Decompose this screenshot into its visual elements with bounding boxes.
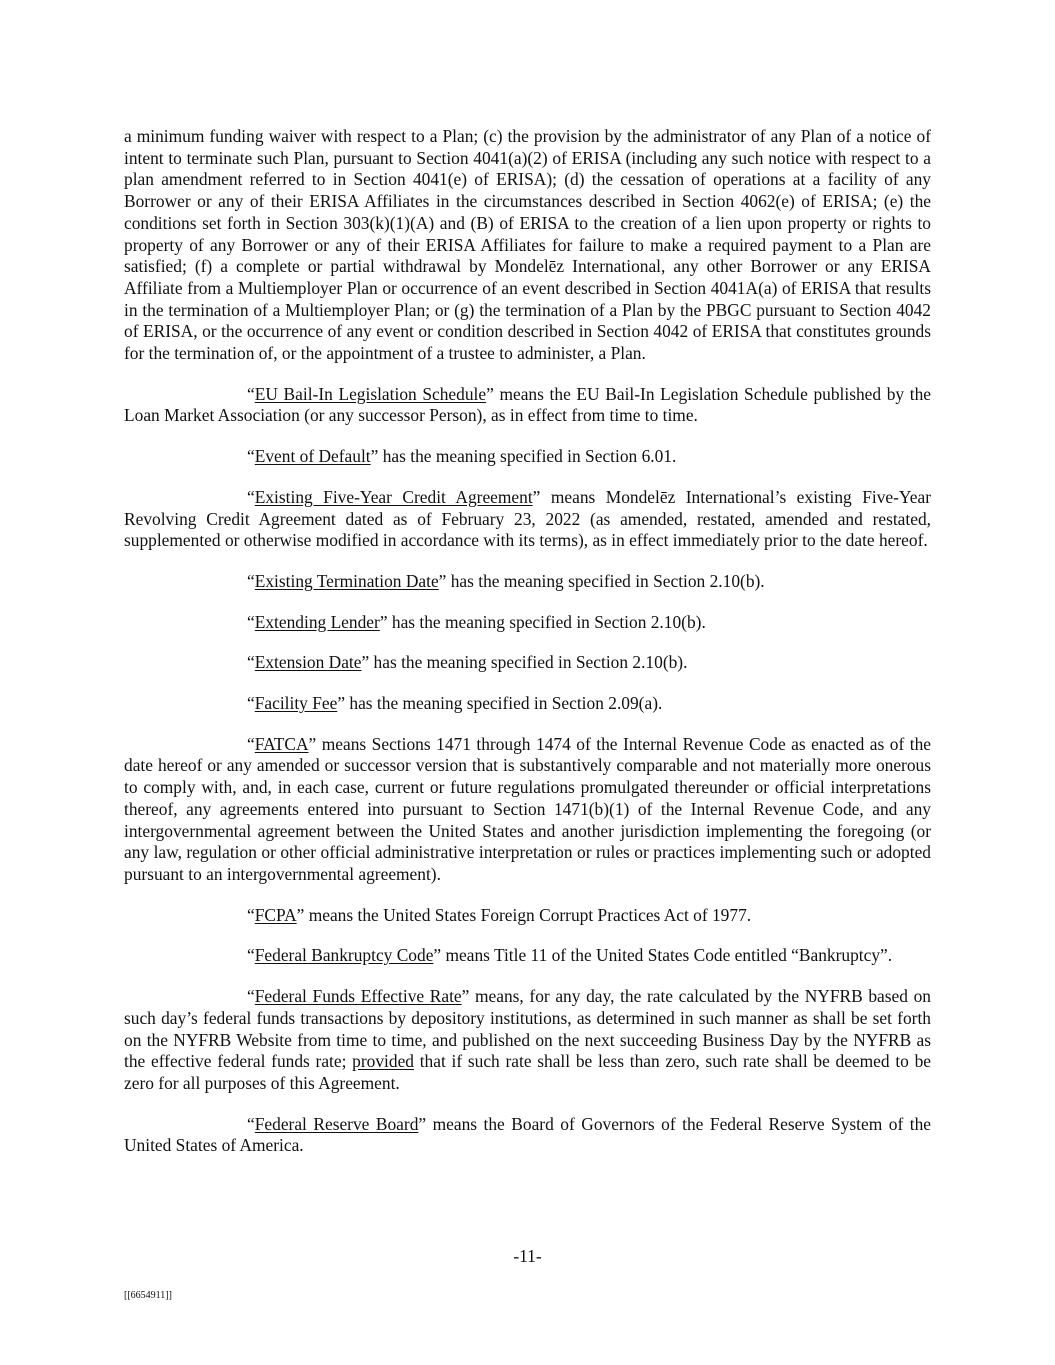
definition-federal-reserve-board: “Federal Reserve Board” means the Board of Governors of the Federal Reserve System of the United States of America.: [124, 1113, 931, 1156]
definition-extending-lender: “Extending Lender” has the meaning specified in Section 2.10(b).: [247, 611, 706, 632]
definition-fcpa: “FCPA” means the United States Foreign Corrupt Practices Act of 1977.: [247, 904, 752, 925]
defined-term: FCPA: [254, 904, 297, 925]
defined-term: Existing Five-Year Credit Agreement: [254, 486, 533, 507]
document-body: [124, 126, 931, 1176]
definition-federal-bankruptcy-code: “Federal Bankruptcy Code” means Title 11 of the United States Code entitled “Bankruptcy”.: [247, 945, 893, 966]
definition-event-of-default: “Event of Default” has the meaning specified in Section 6.01.: [247, 446, 677, 467]
definition-existing-termination-date: “Existing Termination Date” has the meaning specified in Section 2.10(b).: [247, 570, 765, 591]
definition-facility-fee: “Facility Fee” has the meaning specified in Section 2.09(a).: [247, 693, 663, 714]
definition-federal-funds-effective-rate: “Federal Funds Effective Rate” means, for any day, the rate calculated by the NYFRB based on such day’s federal funds transactions by depository institutions, as determined in such manner as shall be set forth on the NYFRB Website from time to time, and published on the next succeeding Business Day by the NYFRB as the effective federal funds rate; provided that if such rate shall be less than zero, such rate shall be deemed to be zero for all purposes of this Agreement.: [124, 986, 931, 1093]
definition-eu-bail-in: “EU Bail-In Legislation Schedule” means the EU Bail-In Legislation Schedule published by the Loan Market Association (or any successor Person), as in effect from time to time.: [124, 383, 931, 426]
document-id: [[6654911]]: [124, 1290, 172, 1301]
defined-term: Extension Date: [254, 652, 362, 673]
defined-term: Event of Default: [254, 446, 371, 467]
provided-term: provided: [352, 1051, 414, 1072]
defined-term: Extending Lender: [254, 611, 380, 632]
defined-term: Federal Funds Effective Rate: [254, 986, 462, 1007]
defined-term: Federal Bankruptcy Code: [254, 945, 434, 966]
defined-term: Existing Termination Date: [254, 570, 439, 591]
page-number: -11-: [513, 1246, 542, 1266]
defined-term: Federal Reserve Board: [254, 1113, 419, 1134]
definition-extension-date: “Extension Date” has the meaning specified in Section 2.10(b).: [247, 652, 688, 673]
definition-fatca: “FATCA” means Sections 1471 through 1474 of the Internal Revenue Code as enacted as of the date hereof or any amended or successor version that is substantively comparable and not materially more onerous to comply with, and, in each case, current or future regulations promulgated thereunder or official interpretations thereof, any agreements entered into pursuant to Section 1471(b)(1) of the Internal Revenue Code, and any intergovernmental agreement between the United States and another jurisdiction implementing the foregoing (or any law, regulation or other official administrative interpretation or rules or practices implementing such or adopted pursuant to an intergovernmental agreement).: [124, 733, 931, 884]
definition-existing-five-year: “Existing Five-Year Credit Agreement” means Mondelēz International’s existing Five-Year Revolving Credit Agreement dated as of February 23, 2022 (as amended, restated, amended and restated, supplemented or otherwise modified in accordance with its terms), as in effect immediately prior to the date hereof.: [124, 486, 931, 551]
defined-term: EU Bail-In Legislation Schedule: [254, 383, 487, 404]
intro-paragraph: a minimum funding waiver with respect to a Plan; (c) the provision by the administrator of any Plan of a notice of intent to terminate such Plan, pursuant to Section 4041(a)(2) of ERISA (including any such notice with respect to a plan amendment referred to in Section 4041(e) of ERISA); (d) the cessation of operations at a facility of any Borrower or any of their ERISA Affiliates in the circumstances described in Section 4062(e) of ERISA; (e) the conditions set forth in Section 303(k)(1)(A) and (B) of ERISA to the creation of a lien upon property or rights to property of any Borrower or any of their ERISA Affiliates for failure to make a required payment to a Plan are satisfied; (f) a complete or partial withdrawal by Mondelēz International, any other Borrower or any ERISA Affiliate from a Multiemployer Plan or occurrence of an event described in Section 4041A(a) of ERISA that results in the termination of a Multiemployer Plan; or (g) the termination of a Plan by the PBGC pursuant to Section 4042 of ERISA, or the occurrence of any event or condition described in Section 4042 of ERISA that constitutes grounds for the termination of, or the appointment of a trustee to administer, a Plan.: [124, 126, 931, 364]
defined-term: FATCA: [254, 733, 309, 754]
defined-term: Facility Fee: [254, 693, 338, 714]
